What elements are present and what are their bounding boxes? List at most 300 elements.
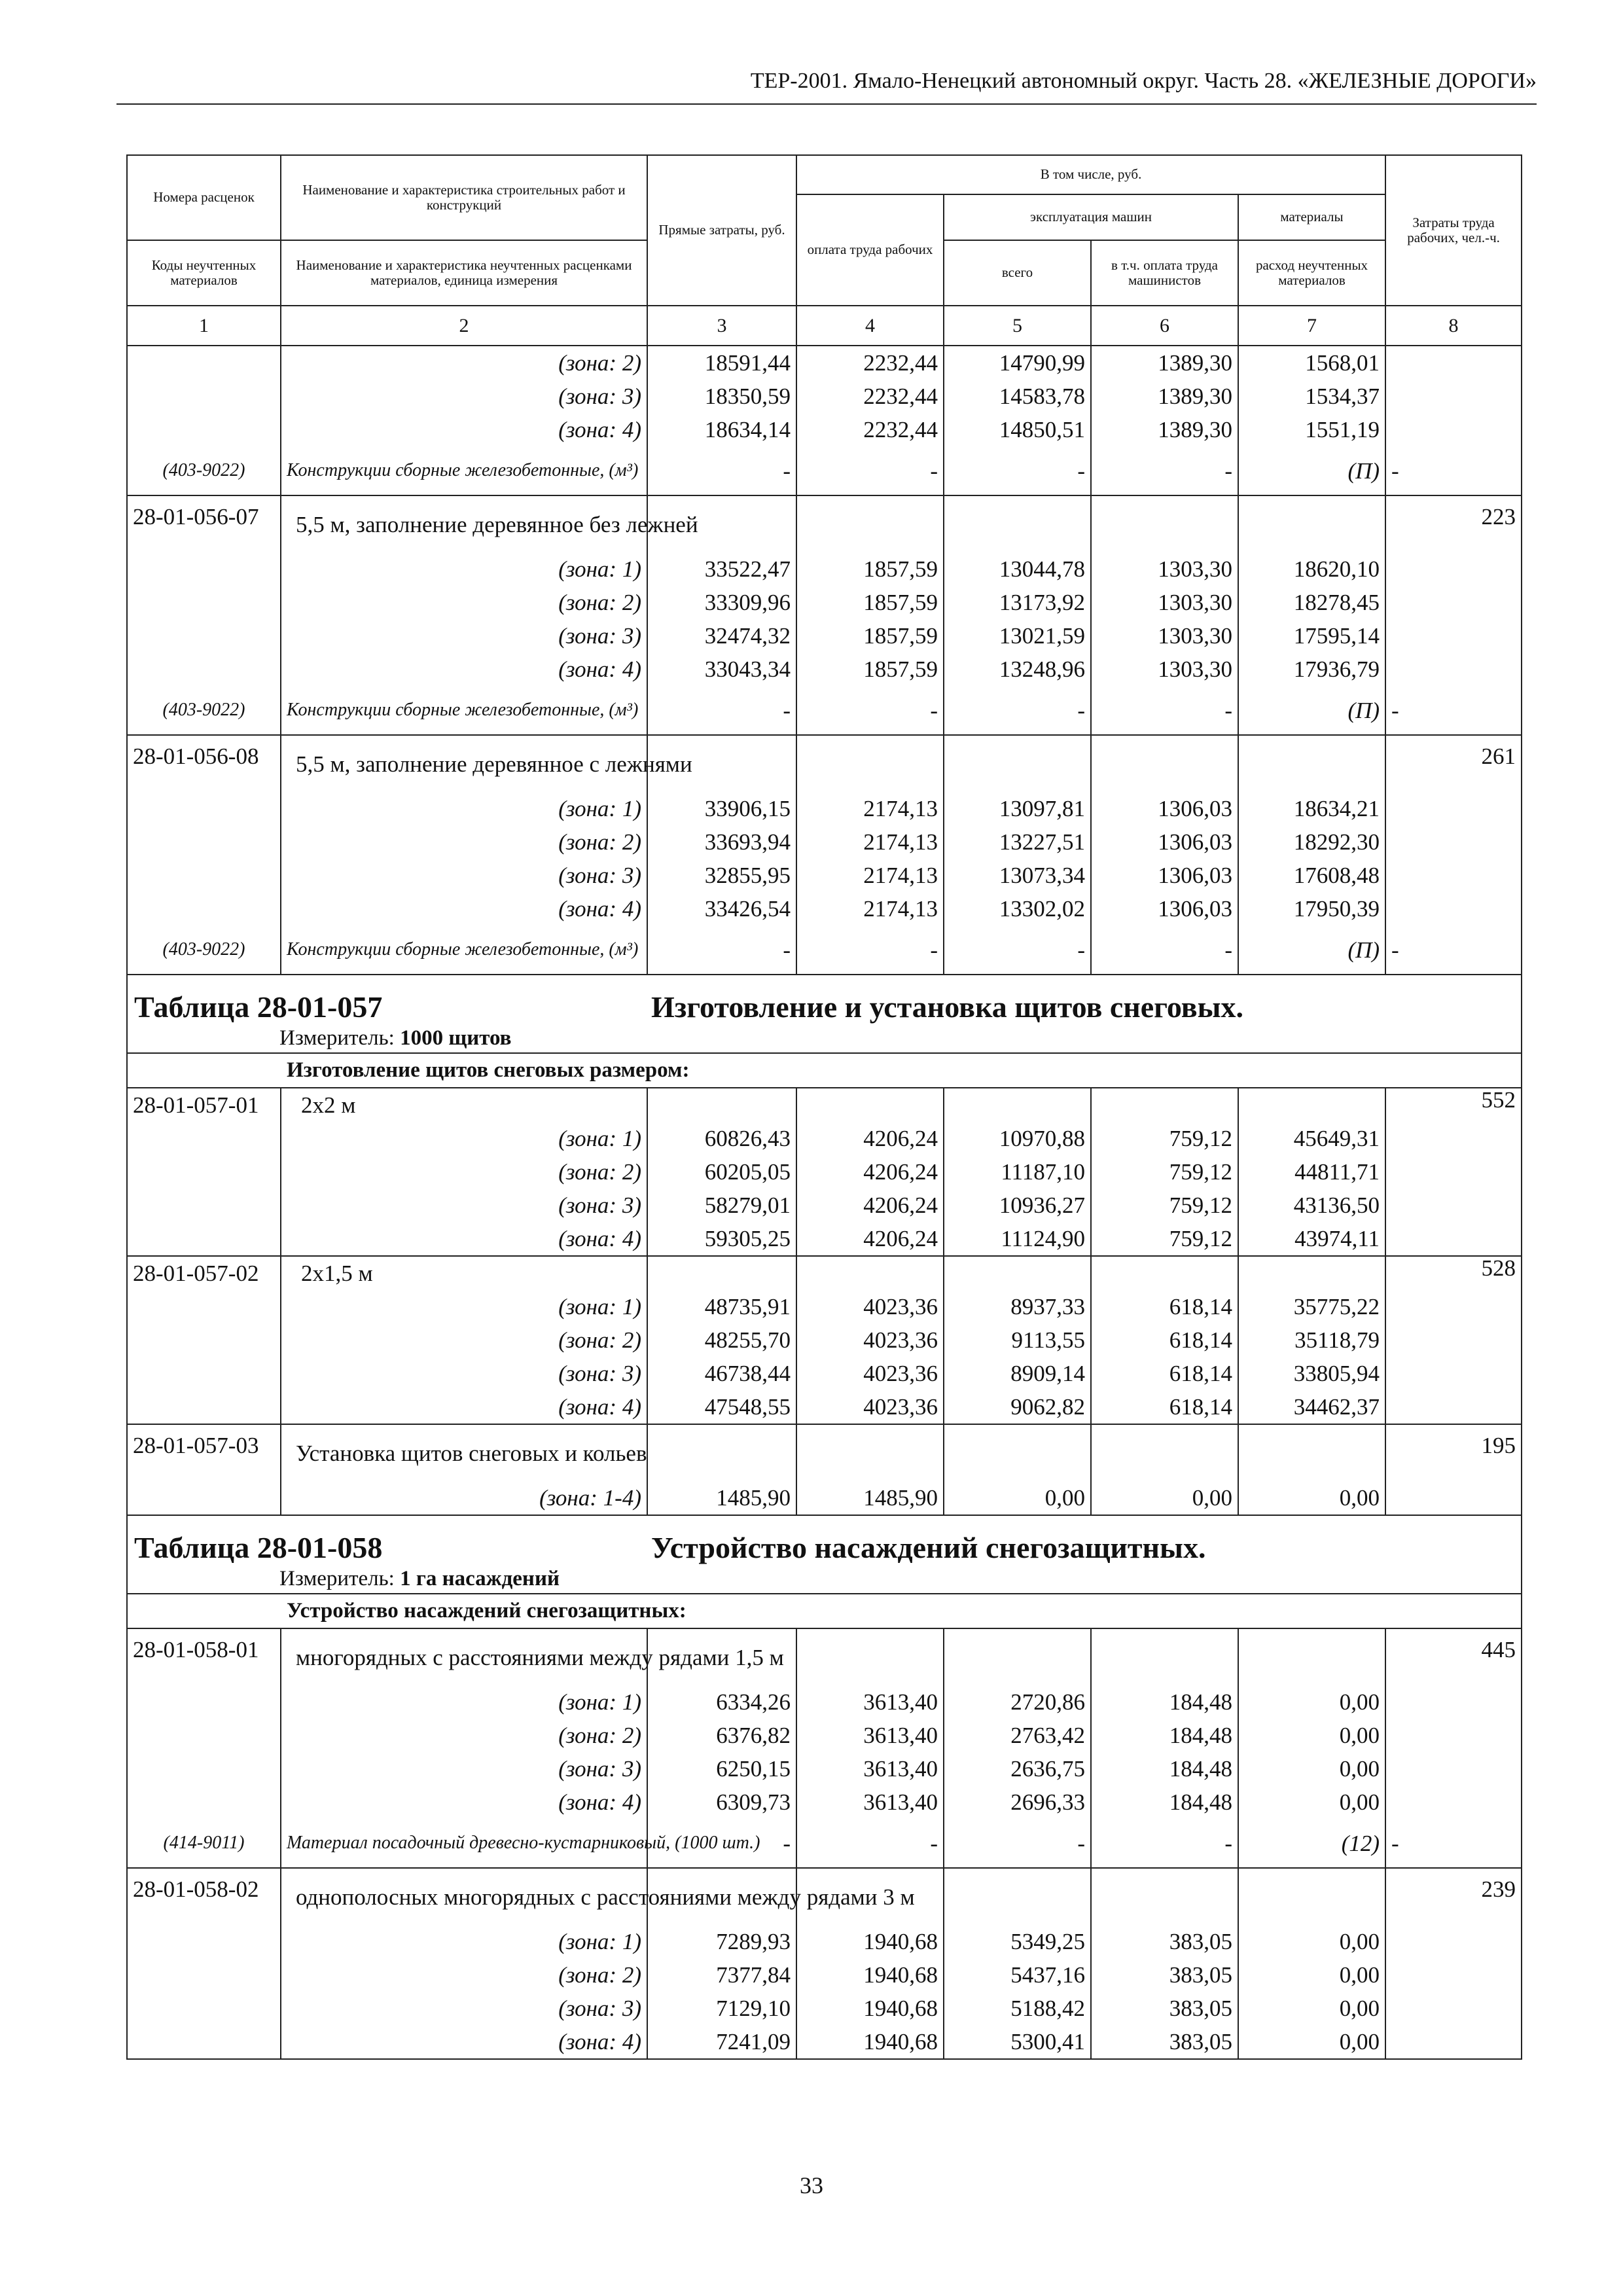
labor-cell bbox=[1385, 1785, 1522, 1819]
value-cell: 9113,55 bbox=[944, 1323, 1091, 1357]
table-measure: Измеритель: 1000 щитов bbox=[279, 1026, 512, 1050]
rate-name: 5,5 м, заполнение деревянное с лежнями bbox=[281, 735, 647, 792]
table-title bbox=[127, 1515, 1522, 1594]
code-cell bbox=[127, 1222, 281, 1256]
value-cell: - bbox=[944, 925, 1091, 975]
value-cell bbox=[647, 1256, 796, 1290]
value-cell: 17595,14 bbox=[1238, 619, 1385, 653]
value-cell: 1303,30 bbox=[1091, 653, 1238, 686]
value-cell: 759,12 bbox=[1091, 1155, 1238, 1189]
value-cell bbox=[944, 1868, 1091, 1925]
labor-cell bbox=[1385, 346, 1522, 380]
subheading: Изготовление щитов снеговых размером: bbox=[127, 1053, 1522, 1088]
labor-cell bbox=[1385, 1122, 1522, 1155]
labor-cell bbox=[1385, 892, 1522, 925]
zone-row bbox=[127, 413, 1522, 446]
rate-code: 28-01-058-02 bbox=[127, 1868, 281, 1925]
value-cell: 1303,30 bbox=[1091, 586, 1238, 619]
material-spend: (П) bbox=[1238, 686, 1385, 735]
value-cell: 18350,59 bbox=[647, 380, 796, 413]
value-cell: - bbox=[647, 925, 796, 975]
zone-row bbox=[127, 1958, 1522, 1992]
labor-value: 261 bbox=[1385, 735, 1522, 792]
labor-cell: - bbox=[1385, 686, 1522, 735]
value-cell: - bbox=[796, 446, 944, 495]
value-cell: 6309,73 bbox=[647, 1785, 796, 1819]
code-cell bbox=[127, 1155, 281, 1189]
zone-label: (зона: 1) bbox=[281, 552, 647, 586]
rate-code: 28-01-058-01 bbox=[127, 1628, 281, 1685]
zone-row bbox=[127, 2025, 1522, 2059]
value-cell: 34462,37 bbox=[1238, 1390, 1385, 1424]
zone-label: (зона: 3) bbox=[281, 1357, 647, 1390]
value-cell: 7129,10 bbox=[647, 1992, 796, 2025]
code-cell bbox=[127, 413, 281, 446]
labor-cell bbox=[1385, 1992, 1522, 2025]
table-number: Таблица 28-01-058 bbox=[134, 1531, 383, 1564]
labor-cell bbox=[1385, 859, 1522, 892]
rate-row bbox=[127, 1628, 1522, 1685]
labor-cell bbox=[1385, 1290, 1522, 1323]
value-cell: 4023,36 bbox=[796, 1323, 944, 1357]
col-materials-spend: расход неучтенных материалов bbox=[1238, 240, 1385, 306]
labor-cell bbox=[1385, 2025, 1522, 2059]
value-cell bbox=[1238, 1868, 1385, 1925]
value-cell: 1940,68 bbox=[796, 1992, 944, 2025]
labor-value: 195 bbox=[1385, 1424, 1522, 1481]
rates-table-wrapper bbox=[126, 154, 1521, 2060]
labor-value: 239 bbox=[1385, 1868, 1522, 1925]
value-cell bbox=[1238, 495, 1385, 552]
value-cell: 18292,30 bbox=[1238, 825, 1385, 859]
zone-label: (зона: 4) bbox=[281, 413, 647, 446]
subheading-row bbox=[127, 1594, 1522, 1628]
zone-row bbox=[127, 859, 1522, 892]
zone-label: (зона: 4) bbox=[281, 2025, 647, 2059]
value-cell: 0,00 bbox=[944, 1481, 1091, 1515]
col-machines-labor: в т.ч. оплата труда машинистов bbox=[1091, 240, 1238, 306]
zone-row bbox=[127, 892, 1522, 925]
code-cell bbox=[127, 1481, 281, 1515]
rate-name: многорядных с расстояниями между рядами 1,5 м bbox=[281, 1628, 647, 1685]
value-cell: 2636,75 bbox=[944, 1752, 1091, 1785]
value-cell: 1485,90 bbox=[647, 1481, 796, 1515]
value-cell: 11187,10 bbox=[944, 1155, 1091, 1189]
table-number: Таблица 28-01-057 bbox=[134, 990, 383, 1024]
zone-label: (зона: 1) bbox=[281, 1290, 647, 1323]
code-cell bbox=[127, 1958, 281, 1992]
value-cell: 13021,59 bbox=[944, 619, 1091, 653]
material-name: Материал посадочный древесно-кустарниковый, (1000 шт.) bbox=[281, 1819, 647, 1868]
labor-value: 445 bbox=[1385, 1628, 1522, 1685]
value-cell bbox=[1238, 1256, 1385, 1290]
value-cell: 45649,31 bbox=[1238, 1122, 1385, 1155]
value-cell bbox=[1091, 1256, 1238, 1290]
zone-row bbox=[127, 619, 1522, 653]
value-cell: 6250,15 bbox=[647, 1752, 796, 1785]
value-cell: 1857,59 bbox=[796, 619, 944, 653]
value-cell: 1389,30 bbox=[1091, 346, 1238, 380]
value-cell: 2232,44 bbox=[796, 346, 944, 380]
page-number: 33 bbox=[800, 2172, 823, 2198]
value-cell: 1940,68 bbox=[796, 1958, 944, 1992]
code-cell bbox=[127, 380, 281, 413]
code-cell bbox=[127, 1719, 281, 1752]
rate-code: 28-01-056-08 bbox=[127, 735, 281, 792]
zone-row bbox=[127, 552, 1522, 586]
value-cell: 13073,34 bbox=[944, 859, 1091, 892]
labor-cell bbox=[1385, 413, 1522, 446]
value-cell: 383,05 bbox=[1091, 1925, 1238, 1958]
zone-label: (зона: 3) bbox=[281, 380, 647, 413]
value-cell: 3613,40 bbox=[796, 1685, 944, 1719]
value-cell: 60826,43 bbox=[647, 1122, 796, 1155]
material-spend: (П) bbox=[1238, 925, 1385, 975]
material-code: (403-9022) bbox=[127, 925, 281, 975]
code-cell bbox=[127, 792, 281, 825]
value-cell: 3613,40 bbox=[796, 1719, 944, 1752]
labor-cell bbox=[1385, 552, 1522, 586]
rate-name: Установка щитов снеговых и кольев bbox=[281, 1424, 647, 1481]
rate-row bbox=[127, 495, 1522, 552]
value-cell: 6334,26 bbox=[647, 1685, 796, 1719]
code-cell bbox=[127, 1323, 281, 1357]
value-cell: 1306,03 bbox=[1091, 859, 1238, 892]
labor-cell bbox=[1385, 653, 1522, 686]
value-cell bbox=[1091, 735, 1238, 792]
value-cell: 618,14 bbox=[1091, 1357, 1238, 1390]
zone-row bbox=[127, 1390, 1522, 1424]
material-code: (414-9011) bbox=[127, 1819, 281, 1868]
labor-cell: - bbox=[1385, 1819, 1522, 1868]
rate-code: 28-01-057-02 bbox=[127, 1256, 281, 1290]
zone-row bbox=[127, 1719, 1522, 1752]
value-cell: 184,48 bbox=[1091, 1685, 1238, 1719]
value-cell bbox=[1091, 1424, 1238, 1481]
zone-label: (зона: 3) bbox=[281, 1992, 647, 2025]
value-cell: 618,14 bbox=[1091, 1390, 1238, 1424]
value-cell: - bbox=[944, 1819, 1091, 1868]
value-cell: - bbox=[944, 686, 1091, 735]
value-cell: 35775,22 bbox=[1238, 1290, 1385, 1323]
table-heading: Изготовление и установка щитов снеговых. bbox=[651, 990, 1244, 1024]
value-cell: 33043,34 bbox=[647, 653, 796, 686]
value-cell: 32474,32 bbox=[647, 619, 796, 653]
labor-cell bbox=[1385, 1925, 1522, 1958]
value-cell bbox=[1091, 1088, 1238, 1122]
value-cell: 2232,44 bbox=[796, 380, 944, 413]
value-cell: 48735,91 bbox=[647, 1290, 796, 1323]
value-cell: 1857,59 bbox=[796, 552, 944, 586]
col-num: 7 bbox=[1238, 306, 1385, 346]
col-materials: материалы bbox=[1238, 194, 1385, 240]
zone-label: (зона: 2) bbox=[281, 1323, 647, 1357]
value-cell: 13097,81 bbox=[944, 792, 1091, 825]
zone-row bbox=[127, 1785, 1522, 1819]
zone-row bbox=[127, 1685, 1522, 1719]
material-name: Конструкции сборные железобетонные, (м³) bbox=[281, 925, 647, 975]
value-cell: 46738,44 bbox=[647, 1357, 796, 1390]
rate-row bbox=[127, 1424, 1522, 1481]
value-cell bbox=[796, 1256, 944, 1290]
value-cell: 18634,14 bbox=[647, 413, 796, 446]
zone-row bbox=[127, 1222, 1522, 1256]
value-cell: 11124,90 bbox=[944, 1222, 1091, 1256]
value-cell: 4023,36 bbox=[796, 1290, 944, 1323]
value-cell: 10936,27 bbox=[944, 1189, 1091, 1222]
value-cell: 1306,03 bbox=[1091, 792, 1238, 825]
value-cell: 4206,24 bbox=[796, 1189, 944, 1222]
value-cell: 0,00 bbox=[1238, 1992, 1385, 2025]
code-cell bbox=[127, 1752, 281, 1785]
value-cell: 48255,70 bbox=[647, 1323, 796, 1357]
value-cell: - bbox=[1091, 1819, 1238, 1868]
value-cell: 2720,86 bbox=[944, 1685, 1091, 1719]
value-cell: 18591,44 bbox=[647, 346, 796, 380]
value-cell bbox=[944, 735, 1091, 792]
col-labor-pay: оплата труда рабочих bbox=[796, 194, 944, 306]
zone-row bbox=[127, 1357, 1522, 1390]
labor-cell: - bbox=[1385, 446, 1522, 495]
value-cell: 43974,11 bbox=[1238, 1222, 1385, 1256]
zone-row bbox=[127, 1481, 1522, 1515]
value-cell bbox=[1238, 1424, 1385, 1481]
value-cell: 2174,13 bbox=[796, 792, 944, 825]
labor-cell bbox=[1385, 1958, 1522, 1992]
code-cell bbox=[127, 346, 281, 380]
value-cell bbox=[1091, 495, 1238, 552]
value-cell: 13248,96 bbox=[944, 653, 1091, 686]
value-cell: 1389,30 bbox=[1091, 380, 1238, 413]
value-cell: 0,00 bbox=[1238, 1719, 1385, 1752]
value-cell: 7377,84 bbox=[647, 1958, 796, 1992]
col-num: 1 bbox=[127, 306, 281, 346]
value-cell bbox=[944, 1088, 1091, 1122]
value-cell: 35118,79 bbox=[1238, 1323, 1385, 1357]
value-cell: 8937,33 bbox=[944, 1290, 1091, 1323]
value-cell: 2763,42 bbox=[944, 1719, 1091, 1752]
value-cell: 1534,37 bbox=[1238, 380, 1385, 413]
code-cell bbox=[127, 1992, 281, 2025]
code-cell bbox=[127, 1357, 281, 1390]
column-number-row bbox=[127, 306, 1522, 346]
code-cell bbox=[127, 1685, 281, 1719]
col-work-name: Наименование и характеристика строительных работ и конструкций bbox=[281, 155, 647, 240]
zone-label: (зона: 1) bbox=[281, 1925, 647, 1958]
value-cell: - bbox=[1091, 925, 1238, 975]
value-cell: 0,00 bbox=[1238, 1752, 1385, 1785]
col-machines: эксплуатация машин bbox=[944, 194, 1238, 240]
rate-row bbox=[127, 1088, 1522, 1122]
value-cell bbox=[647, 1088, 796, 1122]
rate-row bbox=[127, 1256, 1522, 1290]
col-rate-numbers: Номера расценок bbox=[127, 155, 281, 240]
value-cell bbox=[796, 1088, 944, 1122]
material-name: Конструкции сборные железобетонные, (м³) bbox=[281, 446, 647, 495]
zone-label: (зона: 1) bbox=[281, 1685, 647, 1719]
col-num: 2 bbox=[281, 306, 647, 346]
labor-cell bbox=[1385, 1719, 1522, 1752]
value-cell: 33805,94 bbox=[1238, 1357, 1385, 1390]
value-cell: 59305,25 bbox=[647, 1222, 796, 1256]
col-machines-total: всего bbox=[944, 240, 1091, 306]
zone-label: (зона: 4) bbox=[281, 1390, 647, 1424]
material-row bbox=[127, 925, 1522, 975]
code-cell bbox=[127, 552, 281, 586]
running-header: ТЕР-2001. Ямало-Ненецкий автономный округ. Часть 28. «ЖЕЛЕЗНЫЕ ДОРОГИ» bbox=[750, 69, 1537, 93]
value-cell: 17950,39 bbox=[1238, 892, 1385, 925]
material-spend: (П) bbox=[1238, 446, 1385, 495]
zone-row bbox=[127, 1992, 1522, 2025]
zone-row bbox=[127, 346, 1522, 380]
value-cell: 4206,24 bbox=[796, 1222, 944, 1256]
rate-code: 28-01-056-07 bbox=[127, 495, 281, 552]
zone-label: (зона: 2) bbox=[281, 825, 647, 859]
value-cell: 9062,82 bbox=[944, 1390, 1091, 1424]
value-cell: 33522,47 bbox=[647, 552, 796, 586]
value-cell bbox=[944, 495, 1091, 552]
table-heading: Устройство насаждений снегозащитных. bbox=[651, 1531, 1206, 1564]
table-title bbox=[127, 975, 1522, 1053]
zone-row bbox=[127, 792, 1522, 825]
zone-row bbox=[127, 380, 1522, 413]
labor-cell bbox=[1385, 380, 1522, 413]
value-cell: 0,00 bbox=[1238, 2025, 1385, 2059]
labor-cell bbox=[1385, 1222, 1522, 1256]
value-cell: 18634,21 bbox=[1238, 792, 1385, 825]
labor-value: 552 bbox=[1385, 1088, 1522, 1122]
zone-row bbox=[127, 1290, 1522, 1323]
value-cell: 1485,90 bbox=[796, 1481, 944, 1515]
value-cell: 1306,03 bbox=[1091, 892, 1238, 925]
value-cell: 1857,59 bbox=[796, 653, 944, 686]
value-cell: - bbox=[796, 1819, 944, 1868]
value-cell: 7241,09 bbox=[647, 2025, 796, 2059]
value-cell: 18278,45 bbox=[1238, 586, 1385, 619]
zone-label: (зона: 3) bbox=[281, 619, 647, 653]
value-cell bbox=[647, 1424, 796, 1481]
col-labor-costs: Затраты труда рабочих, чел.-ч. bbox=[1385, 155, 1522, 306]
col-num: 8 bbox=[1385, 306, 1522, 346]
zone-row bbox=[127, 1752, 1522, 1785]
zone-label: (зона: 2) bbox=[281, 586, 647, 619]
code-cell bbox=[127, 619, 281, 653]
value-cell: 18620,10 bbox=[1238, 552, 1385, 586]
labor-cell bbox=[1385, 825, 1522, 859]
col-material-names: Наименование и характеристика неучтенных расценками материалов, единица измерения bbox=[281, 240, 647, 306]
value-cell: 0,00 bbox=[1238, 1958, 1385, 1992]
value-cell: 1551,19 bbox=[1238, 413, 1385, 446]
value-cell: - bbox=[647, 1819, 796, 1868]
value-cell bbox=[1238, 735, 1385, 792]
code-cell bbox=[127, 2025, 281, 2059]
rates-table bbox=[126, 154, 1522, 2060]
value-cell: 60205,05 bbox=[647, 1155, 796, 1189]
zone-row bbox=[127, 825, 1522, 859]
rate-code: 28-01-057-01 bbox=[127, 1088, 281, 1122]
value-cell: 1389,30 bbox=[1091, 413, 1238, 446]
value-cell: 5349,25 bbox=[944, 1925, 1091, 1958]
labor-cell bbox=[1385, 792, 1522, 825]
value-cell: 184,48 bbox=[1091, 1752, 1238, 1785]
value-cell: 759,12 bbox=[1091, 1222, 1238, 1256]
labor-cell bbox=[1385, 1685, 1522, 1719]
value-cell: 1303,30 bbox=[1091, 619, 1238, 653]
value-cell: 17608,48 bbox=[1238, 859, 1385, 892]
value-cell: 1303,30 bbox=[1091, 552, 1238, 586]
value-cell: 618,14 bbox=[1091, 1323, 1238, 1357]
labor-cell bbox=[1385, 1481, 1522, 1515]
code-cell bbox=[127, 859, 281, 892]
value-cell bbox=[796, 1424, 944, 1481]
col-num: 5 bbox=[944, 306, 1091, 346]
value-cell: 44811,71 bbox=[1238, 1155, 1385, 1189]
value-cell: 4206,24 bbox=[796, 1122, 944, 1155]
value-cell: 383,05 bbox=[1091, 1958, 1238, 1992]
value-cell: - bbox=[1091, 446, 1238, 495]
material-code: (403-9022) bbox=[127, 446, 281, 495]
zone-label: (зона: 4) bbox=[281, 1785, 647, 1819]
value-cell: 1568,01 bbox=[1238, 346, 1385, 380]
rate-name: 5,5 м, заполнение деревянное без лежней bbox=[281, 495, 647, 552]
code-cell bbox=[127, 653, 281, 686]
value-cell: 1857,59 bbox=[796, 586, 944, 619]
header-rule bbox=[116, 103, 1537, 105]
zone-label: (зона: 2) bbox=[281, 1155, 647, 1189]
rate-row bbox=[127, 1868, 1522, 1925]
labor-cell bbox=[1385, 1752, 1522, 1785]
value-cell bbox=[944, 1256, 1091, 1290]
zone-row bbox=[127, 1323, 1522, 1357]
value-cell: 1306,03 bbox=[1091, 825, 1238, 859]
value-cell: 58279,01 bbox=[647, 1189, 796, 1222]
code-cell bbox=[127, 1785, 281, 1819]
value-cell: 383,05 bbox=[1091, 2025, 1238, 2059]
value-cell: 2174,13 bbox=[796, 859, 944, 892]
value-cell: - bbox=[796, 925, 944, 975]
value-cell: 1940,68 bbox=[796, 1925, 944, 1958]
value-cell: 10970,88 bbox=[944, 1122, 1091, 1155]
code-cell bbox=[127, 825, 281, 859]
value-cell: 0,00 bbox=[1238, 1481, 1385, 1515]
zone-row bbox=[127, 1155, 1522, 1189]
table-title-row bbox=[127, 975, 1522, 1053]
zone-row bbox=[127, 586, 1522, 619]
material-name: Конструкции сборные железобетонные, (м³) bbox=[281, 686, 647, 735]
value-cell: 0,00 bbox=[1238, 1685, 1385, 1719]
zone-label: (зона: 1-4) bbox=[281, 1481, 647, 1515]
value-cell bbox=[1238, 1088, 1385, 1122]
value-cell: 618,14 bbox=[1091, 1290, 1238, 1323]
code-cell bbox=[127, 1189, 281, 1222]
value-cell: - bbox=[1091, 686, 1238, 735]
code-cell bbox=[127, 1122, 281, 1155]
col-including: В том числе, руб. bbox=[796, 155, 1385, 194]
value-cell: 2232,44 bbox=[796, 413, 944, 446]
value-cell: 47548,55 bbox=[647, 1390, 796, 1424]
rate-code: 28-01-057-03 bbox=[127, 1424, 281, 1481]
value-cell: 33426,54 bbox=[647, 892, 796, 925]
rate-name: 2х2 м bbox=[281, 1088, 647, 1122]
col-num: 6 bbox=[1091, 306, 1238, 346]
zone-label: (зона: 1) bbox=[281, 792, 647, 825]
zone-label: (зона: 2) bbox=[281, 346, 647, 380]
material-code: (403-9022) bbox=[127, 686, 281, 735]
zone-label: (зона: 1) bbox=[281, 1122, 647, 1155]
code-cell bbox=[127, 1390, 281, 1424]
value-cell: 3613,40 bbox=[796, 1752, 944, 1785]
value-cell bbox=[944, 1424, 1091, 1481]
